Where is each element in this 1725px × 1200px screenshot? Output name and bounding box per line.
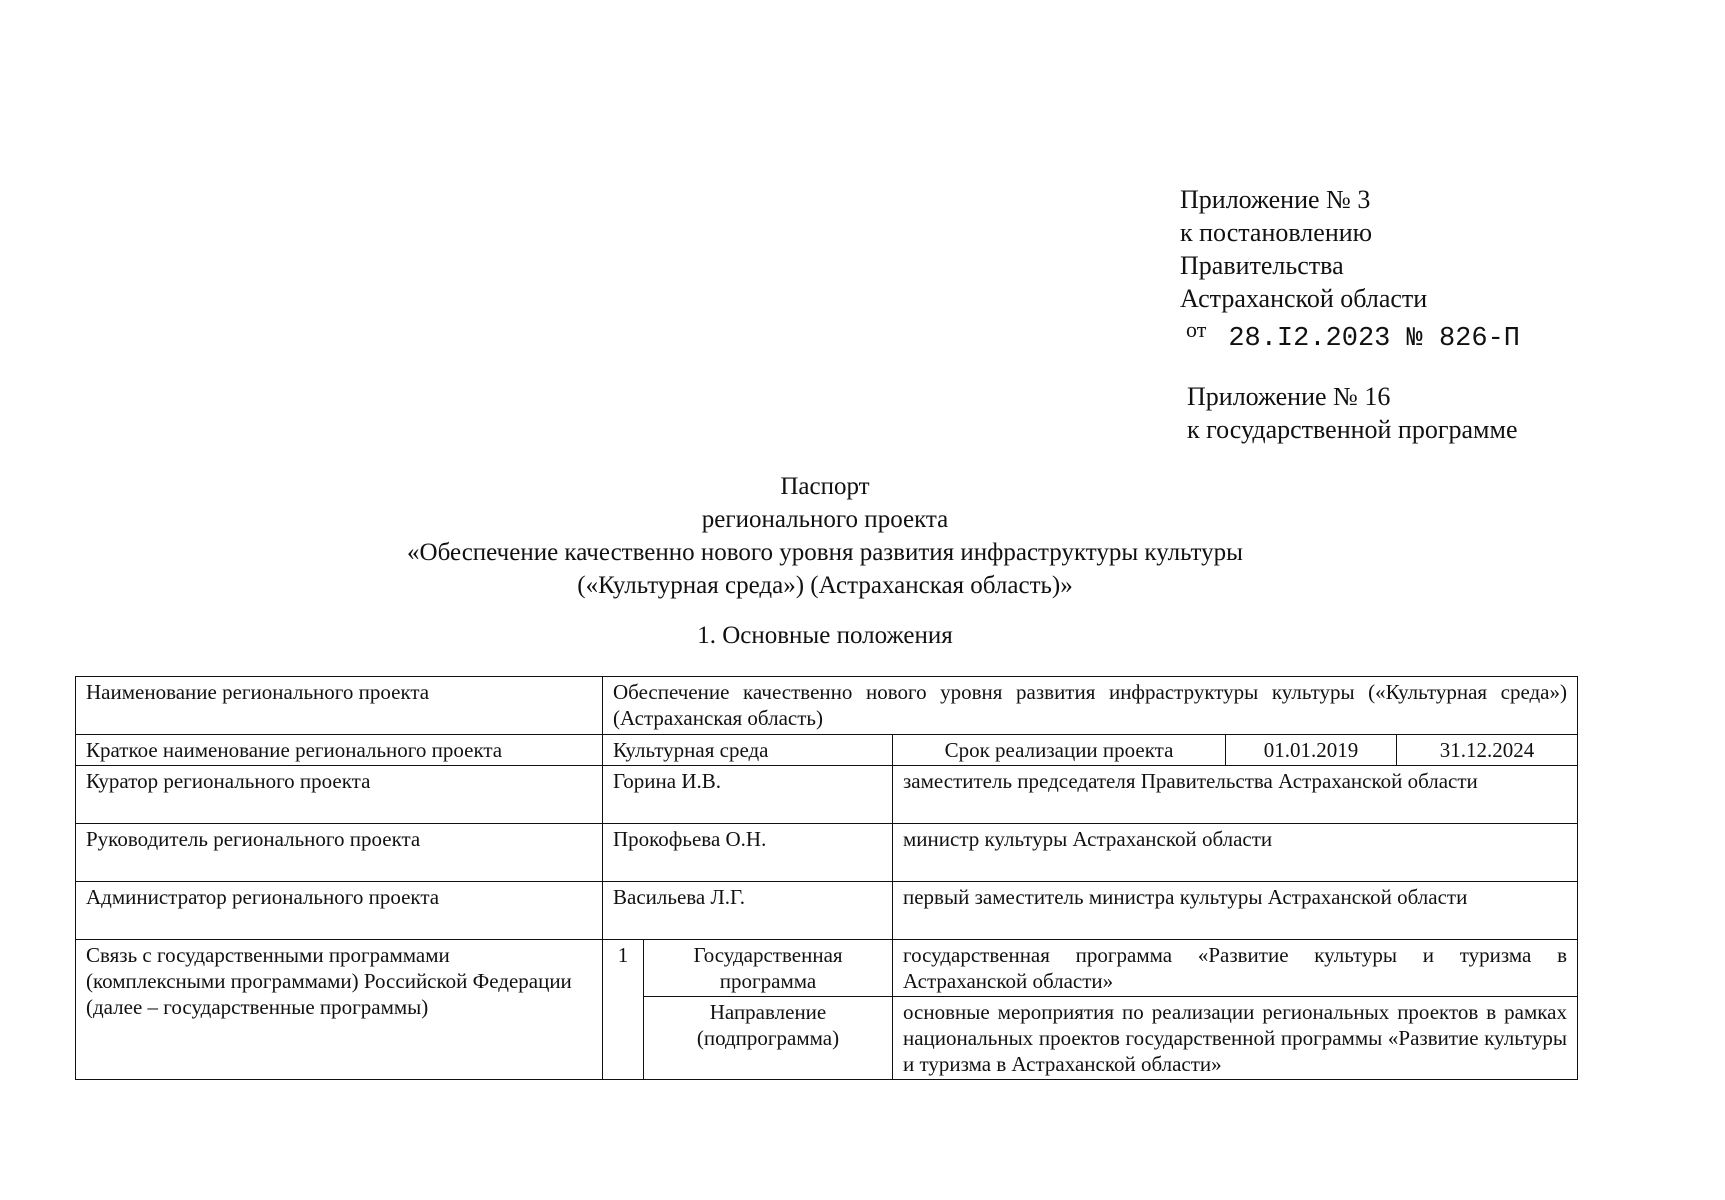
admin-position: первый заместитель министра культуры Астраханской области [893, 882, 1578, 940]
admin-label: Администратор регионального проекта [76, 882, 603, 940]
title-line: Паспорт [780, 473, 870, 500]
state-program-label: Государственная программа [644, 940, 893, 997]
date-number-stamp: 28.I2.2023 № 826-П [1228, 324, 1520, 354]
date-prefix: от [1186, 317, 1207, 342]
table-row [76, 882, 1578, 940]
short-name-label: Краткое наименование регионального проекта [76, 735, 603, 766]
title-line: регионального проекта [701, 506, 949, 533]
curator-name: Горина И.В. [603, 766, 893, 824]
table-row [76, 677, 1578, 735]
short-name-value: Культурная среда [603, 735, 893, 766]
direction-label: Направление (подпрограмма) [644, 997, 893, 1080]
head-name: Прокофьева О.Н. [603, 824, 893, 882]
term-label: Срок реализации проекта [893, 735, 1226, 766]
table-row [76, 940, 1578, 997]
head-label: Руководитель регионального проекта [76, 824, 603, 882]
program-link-label: Связь с государственными программами (комплексными программами) Российской Федерации (далее – государственные программы) [76, 940, 603, 1080]
title-line: («Культурная среда») (Астраханская область)» [577, 572, 1073, 599]
admin-name: Васильева Л.Г. [603, 882, 893, 940]
appendix-3-header [1180, 183, 1520, 356]
appendix-3-line: к постановлению [1180, 218, 1373, 247]
project-name-value: Обеспечение качественно нового уровня развития инфраструктуры культуры («Культурная среда») (Астраханская область) [603, 677, 1578, 735]
resolution-date-number [1180, 317, 1520, 356]
curator-position: заместитель председателя Правительства Астраханской области [893, 766, 1578, 824]
term-end: 31.12.2024 [1397, 735, 1578, 766]
table-row [76, 824, 1578, 882]
project-name-label: Наименование регионального проекта [76, 677, 603, 735]
passport-table [75, 676, 1578, 1080]
curator-label: Куратор регионального проекта [76, 766, 603, 824]
section-heading: 1. Основные положения [697, 622, 953, 649]
appendix-3-line: Астраханской области [1180, 284, 1428, 313]
head-position: министр культуры Астраханской области [893, 824, 1578, 882]
state-program-value: государственная программа «Развитие культуры и туризма в Астраханской области» [893, 940, 1578, 997]
table-row [76, 766, 1578, 824]
title-line: «Обеспечение качественно нового уровня развития инфраструктуры культуры [407, 539, 1243, 566]
table-row [76, 735, 1578, 766]
term-start: 01.01.2019 [1226, 735, 1397, 766]
appendix-16-line: Приложение № 16 [1187, 382, 1391, 411]
appendix-16-line: к государственной программе [1187, 415, 1518, 444]
appendix-16-header [1187, 380, 1518, 446]
appendix-3-line: Правительства [1180, 251, 1344, 280]
program-link-index: 1 [603, 940, 644, 1080]
document-title [0, 470, 1650, 602]
direction-value: основные мероприятия по реализации региональных проектов в рамках национальных проектов государственной программы «Развитие культуры и туризма в Астраханской области» [893, 997, 1578, 1080]
appendix-3-line: Приложение № 3 [1180, 185, 1371, 214]
